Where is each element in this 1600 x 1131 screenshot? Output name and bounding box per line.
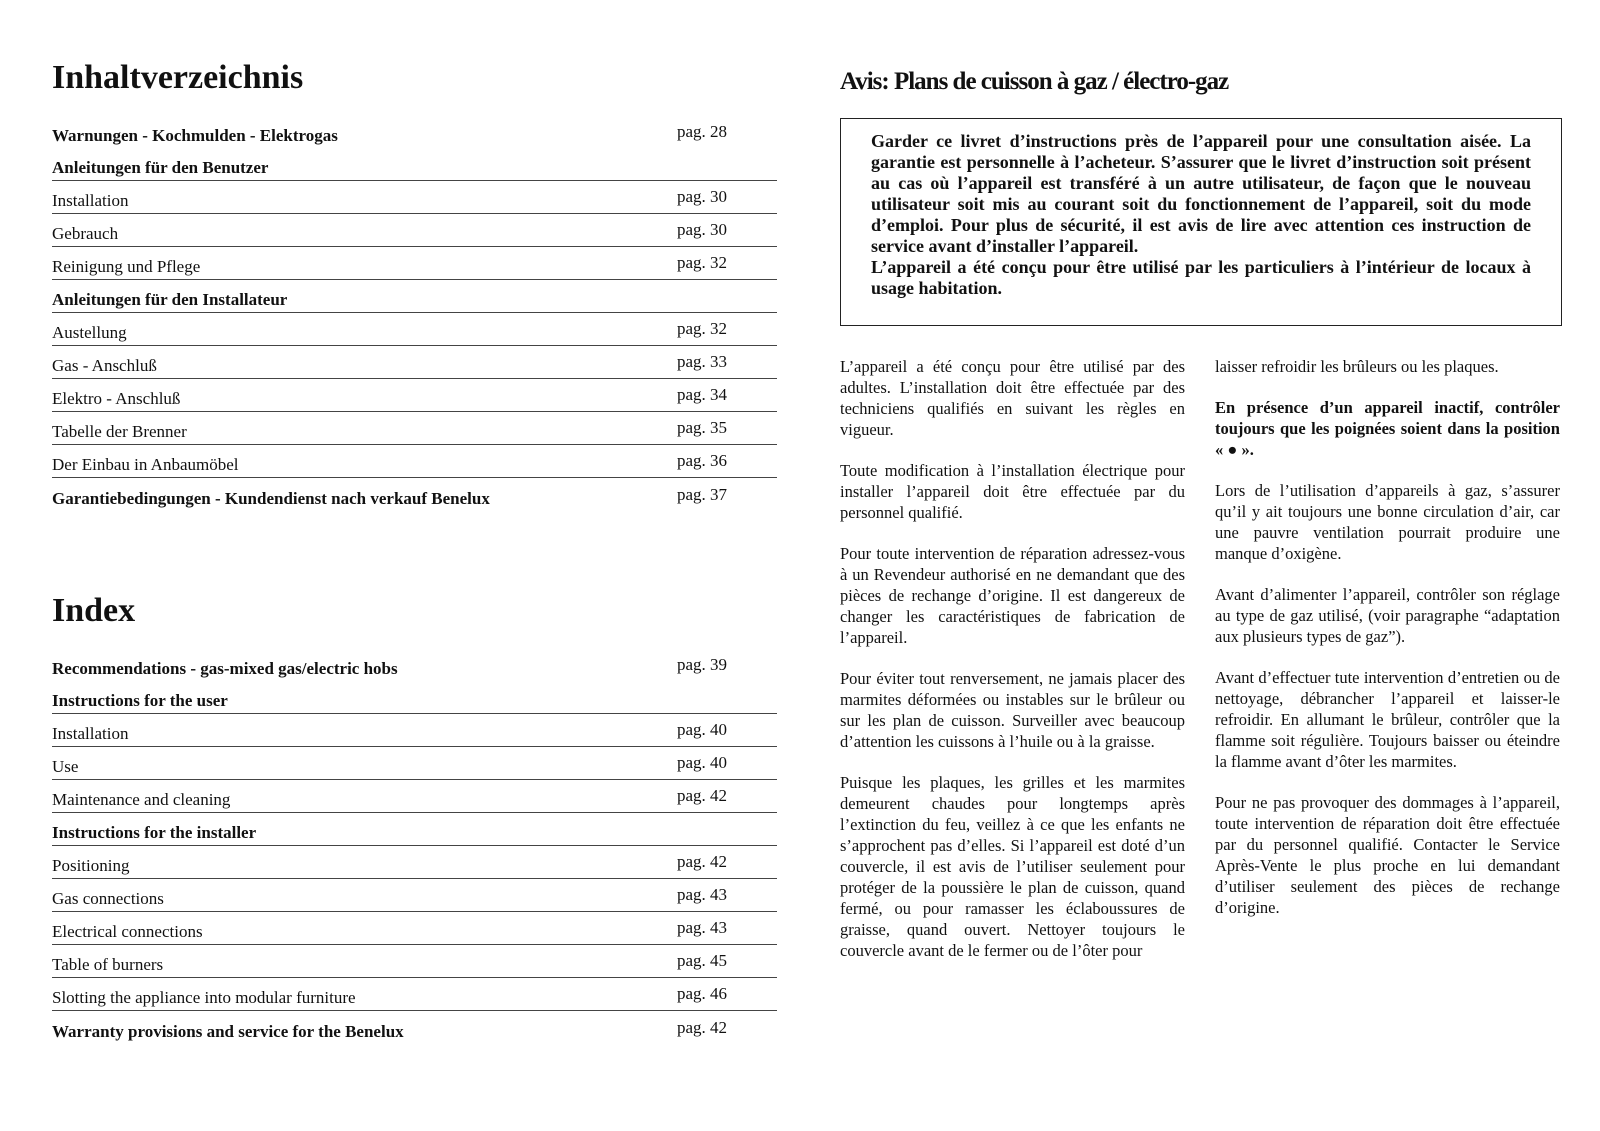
toc-section-heading — [52, 148, 777, 181]
index-row — [52, 879, 777, 912]
toc-label: Reinigung und Pflege — [52, 256, 201, 276]
paragraph: laisser refroidir les brûleurs ou les plaques. — [1215, 357, 1499, 376]
avis-title: Avis: Plans de cuisson à gaz / électro-gaz — [840, 68, 1229, 95]
index-label: Electrical connections — [52, 921, 203, 941]
index-row — [52, 912, 777, 945]
toc-label: Elektro - Anschluß — [52, 388, 181, 408]
index-row — [52, 648, 777, 681]
index-row — [52, 945, 777, 978]
notice-paragraph: Garder ce livret d’instructions près de l’appareil pour une consultation aisée. La garantie est personnelle à l’acheteur. S’assurer que le livret d’instruction soit présent au cas où l’appareil est transféré à un autre utilisateur, de façon que le nouveau utilisateur soit mis au courant soit du fonctionnement de l’appareil, soit du mode d’emploi. Pour plus de sécurité, il est avis de lire avec attention ces instruction de service avant d’installer l’appareil. — [871, 131, 1531, 256]
toc-row — [52, 379, 777, 412]
index-label: Recommendations - gas-mixed gas/electric hobs — [52, 658, 398, 678]
index-label: Table of burners — [52, 954, 164, 974]
toc-page: pag. 30 — [677, 186, 728, 206]
toc-page: pag. 28 — [677, 121, 728, 141]
paragraph: Avant d’alimenter l’appareil, contrôler son réglage au type de gaz utilisé, (voir paragraphe “adaptation aux plusieurs types de gaz”). — [1215, 585, 1560, 646]
paragraph: Pour ne pas provoquer des dommages à l’appareil, toute intervention de réparation doit être effectuée par du personnel qualifié. Contacter le Service Après-Vente le plus proche en lui demandant d’utiliser seulement des pièces de rechange d’origine. — [1215, 793, 1560, 917]
toc-row — [52, 214, 777, 247]
toc-label: Gebrauch — [52, 223, 119, 243]
index-page: pag. 40 — [677, 719, 728, 739]
index-label: Warranty provisions and service for the Benelux — [52, 1021, 404, 1041]
toc-page: pag. 32 — [677, 318, 728, 338]
toc-label: Anleitungen für den Benutzer — [52, 157, 269, 177]
toc-page: pag. 36 — [677, 450, 728, 470]
paragraph: Lors de l’utilisation d’appareils à gaz, s’assurer qu’il y ait toujours une bonne circulation d’air, car une pauvre ventilation pourrait produire une manque d’oxigène. — [1215, 481, 1560, 563]
toc-label: Warnungen - Kochmulden - Elektrogas — [52, 125, 338, 145]
toc-label: Austellung — [52, 322, 127, 342]
paragraph: Avant d’effectuer tute intervention d’entretien ou de nettoyage, débrancher l’appareil et laisser-le refroidir. En allumant le brûleur, contrôler que la flamme soit régulière. Toujours baisser ou éteindre la flamme avant d’ôter les marmites. — [1215, 668, 1560, 771]
toc-row — [52, 445, 777, 478]
index-page: pag. 40 — [677, 752, 728, 772]
toc-label: Der Einbau in Anbaumöbel — [52, 454, 239, 474]
toc-row — [52, 478, 777, 511]
paragraph: Pour toute intervention de réparation adressez-vous à un Revendeur authorisé en ne demandant que des pièces de rechange d’origine. Il est dangereux de changer les caractéristiques de fabrication de l’appareil. — [840, 544, 1185, 647]
index-section-heading — [52, 813, 777, 846]
index-label: Positioning — [52, 855, 130, 875]
index-label: Maintenance and cleaning — [52, 789, 231, 809]
toc-page: pag. 37 — [677, 484, 728, 504]
index-page: pag. 42 — [677, 851, 728, 871]
toc-page: pag. 33 — [677, 351, 728, 371]
index-label: Slotting the appliance into modular furniture — [52, 987, 356, 1007]
paragraph: Toute modification à l’installation électrique pour installer l’appareil doit être effectuée par du personnel qualifié. — [840, 461, 1185, 522]
index-label: Instructions for the installer — [52, 822, 257, 842]
index-row — [52, 780, 777, 813]
toc-row — [52, 313, 777, 346]
index-label: Installation — [52, 723, 129, 743]
index-section-heading — [52, 681, 777, 714]
index-page: pag. 39 — [677, 654, 728, 674]
index-row — [52, 978, 777, 1011]
index-title: Index — [52, 591, 136, 629]
index-label: Instructions for the user — [52, 690, 228, 710]
toc-list — [52, 115, 777, 511]
index-row — [52, 714, 777, 747]
text-column-right — [1215, 356, 1560, 981]
toc-row — [52, 115, 777, 148]
toc-title: Inhaltverzeichnis — [52, 59, 304, 96]
warning-paragraph: En présence d’un appareil inactif, contrôler toujours que les poignées soient dans la position « ● ». — [1215, 398, 1560, 459]
paragraph: L’appareil a été conçu pour être utilisé par des adultes. L’installation doit être effectuée par des techniciens qualifiés en suivant les règles en vigueur. — [840, 357, 1185, 439]
toc-label: Tabelle der Brenner — [52, 421, 187, 441]
index-page: pag. 43 — [677, 917, 728, 937]
text-columns — [840, 356, 1565, 981]
toc-page: pag. 32 — [677, 252, 728, 272]
toc-page: pag. 35 — [677, 417, 728, 437]
toc-row — [52, 247, 777, 280]
index-label: Use — [52, 756, 79, 776]
paragraph: Pour éviter tout renversement, ne jamais placer des marmites déformées ou instables sur le brûleur ou sur les plan de cuisson. Surveiller avec beaucoup d’attention les cuissons à l’huile ou à la graisse. — [840, 669, 1185, 751]
toc-label: Anleitungen für den Installateur — [52, 289, 288, 309]
toc-row — [52, 412, 777, 445]
index-page: pag. 42 — [677, 785, 728, 805]
index-row — [52, 747, 777, 780]
toc-section-heading — [52, 280, 777, 313]
notice-box — [840, 118, 1562, 326]
toc-row — [52, 181, 777, 214]
toc-label: Gas - Anschluß — [52, 355, 157, 375]
index-row — [52, 1011, 777, 1044]
notice-paragraph: L’appareil a été conçu pour être utilisé par les particuliers à l’intérieur de locaux à usage habitation. — [871, 257, 1531, 298]
toc-label: Garantiebedingungen - Kundendienst nach verkauf Benelux — [52, 488, 490, 508]
index-page: pag. 43 — [677, 884, 728, 904]
left-page — [52, 58, 777, 1044]
index-page: pag. 42 — [677, 1017, 728, 1037]
index-list — [52, 648, 777, 1044]
toc-label: Installation — [52, 190, 129, 210]
index-label: Gas connections — [52, 888, 164, 908]
toc-row — [52, 346, 777, 379]
index-block — [52, 591, 777, 1044]
index-page: pag. 45 — [677, 950, 728, 970]
index-row — [52, 846, 777, 879]
paragraph: Puisque les plaques, les grilles et les marmites demeurent chaudes pour longtemps après l’extinction du feu, veillez à ce que les enfants ne s’approchent pas d’elles. Si l’appareil est doté d’un couvercle, il est avis de l’utiliser seulement pour protéger de la poussière le plan de cuisson, quand fermé, ou pour ramasser les éclaboussures de graisse, quand ouvert. Nettoyer toujours le couvercle avant de le fermer ou de l’ôter pour — [840, 773, 1185, 960]
right-page — [840, 68, 1565, 981]
toc-page: pag. 34 — [677, 384, 728, 404]
text-column-left — [840, 356, 1185, 981]
index-page: pag. 46 — [677, 983, 728, 1003]
toc-page: pag. 30 — [677, 219, 728, 239]
